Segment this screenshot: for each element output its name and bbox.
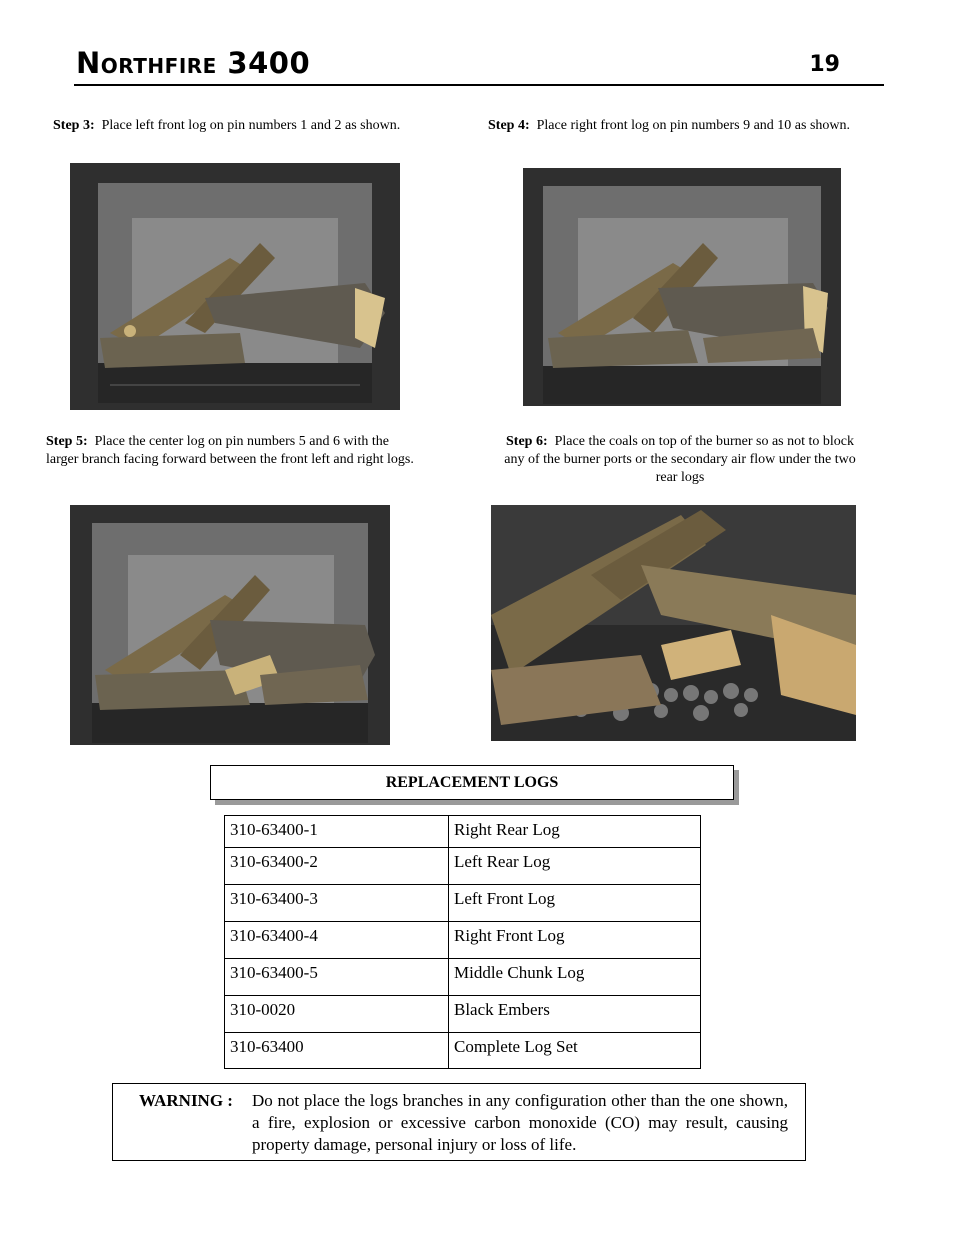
replacement-logs-heading: REPLACEMENT LOGS bbox=[385, 774, 559, 791]
step-3-text: Place left front log on pin numbers 1 and 2 as shown. bbox=[101, 118, 401, 133]
warning-text: Do not place the logs branches in any configuration other than the one shown, a fire, explosion or excessive carbon monoxide (CO) may result, causing property damage, personal injury or loss of life. bbox=[252, 1091, 788, 1154]
step-4-photo bbox=[523, 168, 841, 406]
part-number: 310-0020 bbox=[225, 996, 449, 1033]
part-number: 310-63400-2 bbox=[225, 848, 449, 885]
table-row bbox=[225, 922, 701, 959]
table-row bbox=[225, 848, 701, 885]
step-4-text: Place right front log on pin numbers 9 and 10 as shown. bbox=[536, 118, 851, 133]
step-5-label: Step 5: bbox=[46, 434, 88, 449]
part-number: 310-63400-4 bbox=[225, 922, 449, 959]
table-row bbox=[225, 959, 701, 996]
part-description: Left Front Log bbox=[449, 885, 701, 922]
page-title: Northfire 3400 bbox=[76, 46, 311, 80]
step-4-label: Step 4: bbox=[488, 118, 530, 133]
table-row bbox=[225, 816, 701, 848]
part-description: Right Rear Log bbox=[449, 816, 701, 848]
page-number: 19 bbox=[809, 52, 840, 77]
part-description: Left Rear Log bbox=[449, 848, 701, 885]
step-3-label: Step 3: bbox=[53, 118, 95, 133]
warning-label: WARNING : bbox=[139, 1091, 233, 1110]
step-4-caption bbox=[488, 117, 858, 135]
part-description: Black Embers bbox=[449, 996, 701, 1033]
part-description: Complete Log Set bbox=[449, 1033, 701, 1069]
table-row bbox=[225, 885, 701, 922]
part-description: Right Front Log bbox=[449, 922, 701, 959]
part-description: Middle Chunk Log bbox=[449, 959, 701, 996]
part-number: 310-63400-3 bbox=[225, 885, 449, 922]
replacement-logs-table bbox=[224, 815, 701, 1069]
step-6-caption bbox=[503, 433, 857, 487]
page-header bbox=[74, 44, 884, 86]
step-3-caption bbox=[53, 117, 413, 135]
warning-box bbox=[112, 1083, 806, 1161]
replacement-logs-heading-box bbox=[210, 765, 734, 800]
table-row bbox=[225, 996, 701, 1033]
step-5-photo bbox=[70, 505, 390, 745]
step-5-text: Place the center log on pin numbers 5 and 6 with the larger branch facing forward between the front left and right logs. bbox=[46, 434, 414, 467]
part-number: 310-63400 bbox=[225, 1033, 449, 1069]
table-row bbox=[225, 1033, 701, 1069]
step-5-caption bbox=[46, 433, 416, 469]
part-number: 310-63400-5 bbox=[225, 959, 449, 996]
step-6-label: Step 6: bbox=[506, 434, 548, 449]
step-6-photo bbox=[491, 505, 856, 741]
step-3-photo bbox=[70, 163, 400, 410]
step-6-text: Place the coals on top of the burner so as not to block any of the burner ports or the secondary air flow under the two rear logs bbox=[504, 434, 856, 485]
part-number: 310-63400-1 bbox=[225, 816, 449, 848]
